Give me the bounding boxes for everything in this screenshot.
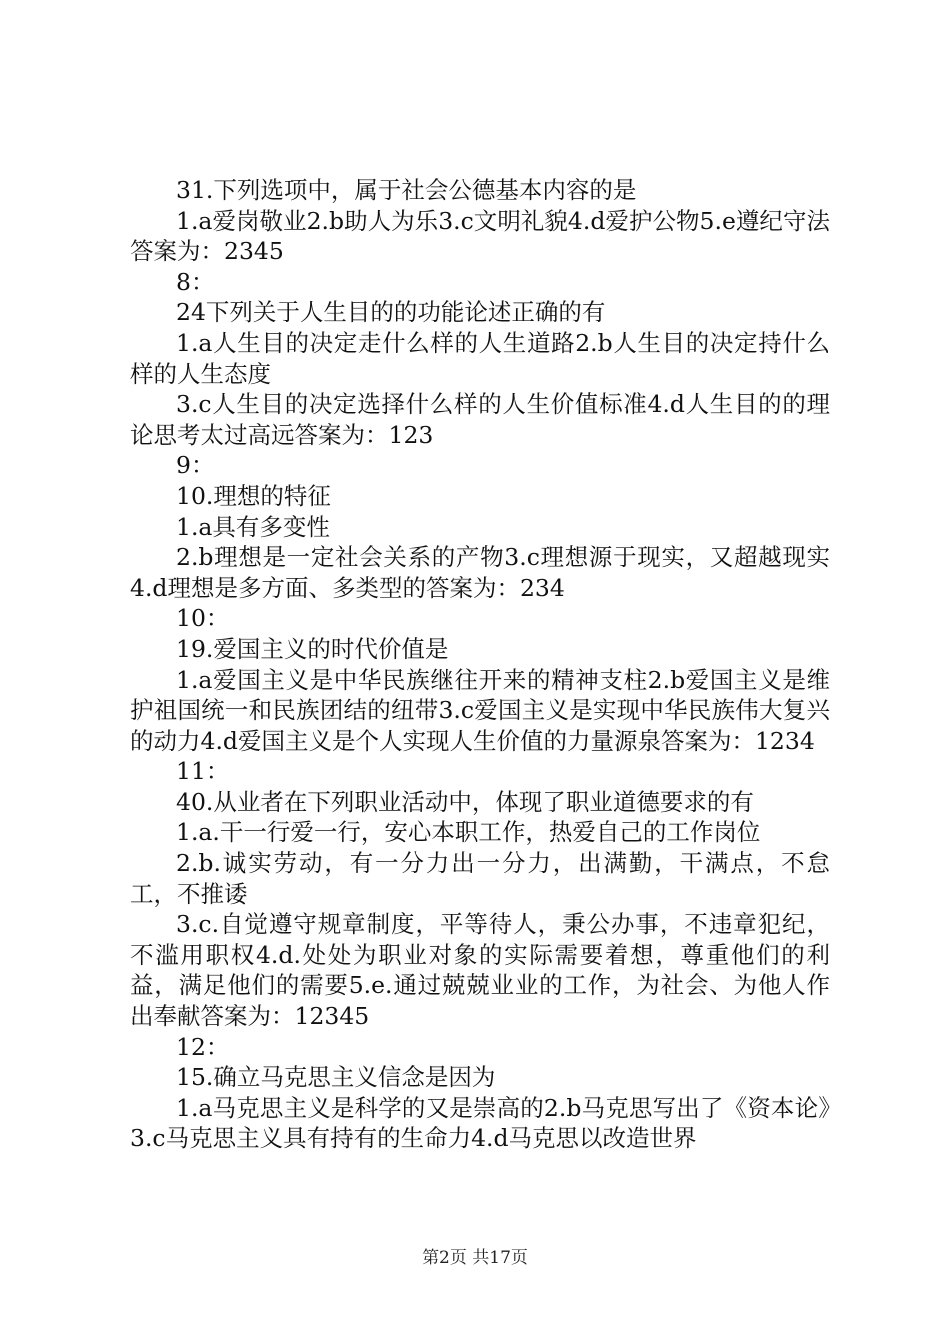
paragraph: 10： <box>176 604 230 633</box>
paragraph: 2.b.诚实劳动，有一分力出一分力，出满勤，干满点，不怠工，不推诿 <box>130 849 830 908</box>
paragraph: 24下列关于人生目的的功能论述正确的有 <box>176 298 606 327</box>
paragraph: 1.a马克思主义是科学的又是崇高的2.b马克思写出了《资本论》3.c马克思主义具有持有的生命力4.d马克思以改造世界 <box>130 1093 830 1153</box>
paragraph: 40.从业者在下列职业活动中，体现了职业道德要求的有 <box>176 787 754 816</box>
paragraph: 19.爱国主义的时代价值是 <box>176 634 449 663</box>
document-body <box>130 175 830 1154</box>
paragraph: 1.a人生目的决定走什么样的人生道路2.b人生目的决定持什么样的人生态度 <box>130 328 830 388</box>
paragraph: 1.a.干一行爱一行，安心本职工作，热爱自己的工作岗位 <box>176 818 761 847</box>
paragraph: 3.c人生目的决定选择什么样的人生价值标准4.d人生目的的理论思考太过高远答案为：123 <box>130 390 830 449</box>
paragraph: 1.a爱国主义是中华民族继往开来的精神支柱2.b爱国主义是维护祖国统一和民族团结的纽带3.c爱国主义是实现中华民族伟大复兴的动力4.d爱国主义是个人实现人生价值的力量源泉答案为：1234 <box>130 665 830 755</box>
paragraph: 2.b理想是一定社会关系的产物3.c理想源于现实，又超越现实4.d理想是多方面、多类型的答案为：234 <box>130 543 830 602</box>
paragraph: 31.下列选项中，属于社会公德基本内容的是 <box>176 176 637 204</box>
paragraph: 12： <box>176 1032 230 1061</box>
paragraph: 11： <box>176 757 230 786</box>
page-number: 第2页 共17页 <box>422 1248 528 1268</box>
page-footer <box>0 1243 950 1268</box>
paragraph: 9： <box>176 451 215 480</box>
paragraph: 1.a爱岗敬业2.b助人为乐3.c文明礼貌4.d爱护公物5.e遵纪守法答案为：2345 <box>130 206 830 266</box>
paragraph: 8： <box>176 267 215 296</box>
paragraph: 3.c.自觉遵守规章制度，平等待人，秉公办事，不违章犯纪，不滥用职权4.d.处处为职业对象的实际需要着想，尊重他们的利益，满足他们的需要5.e.通过兢兢业业的工作，为社会、为他人作出奉献答案为：12345 <box>130 910 830 1031</box>
paragraph: 15.确立马克思主义信念是因为 <box>176 1063 496 1092</box>
paragraph: 10.理想的特征 <box>176 481 331 510</box>
paragraph: 1.a具有多变性 <box>176 512 330 541</box>
